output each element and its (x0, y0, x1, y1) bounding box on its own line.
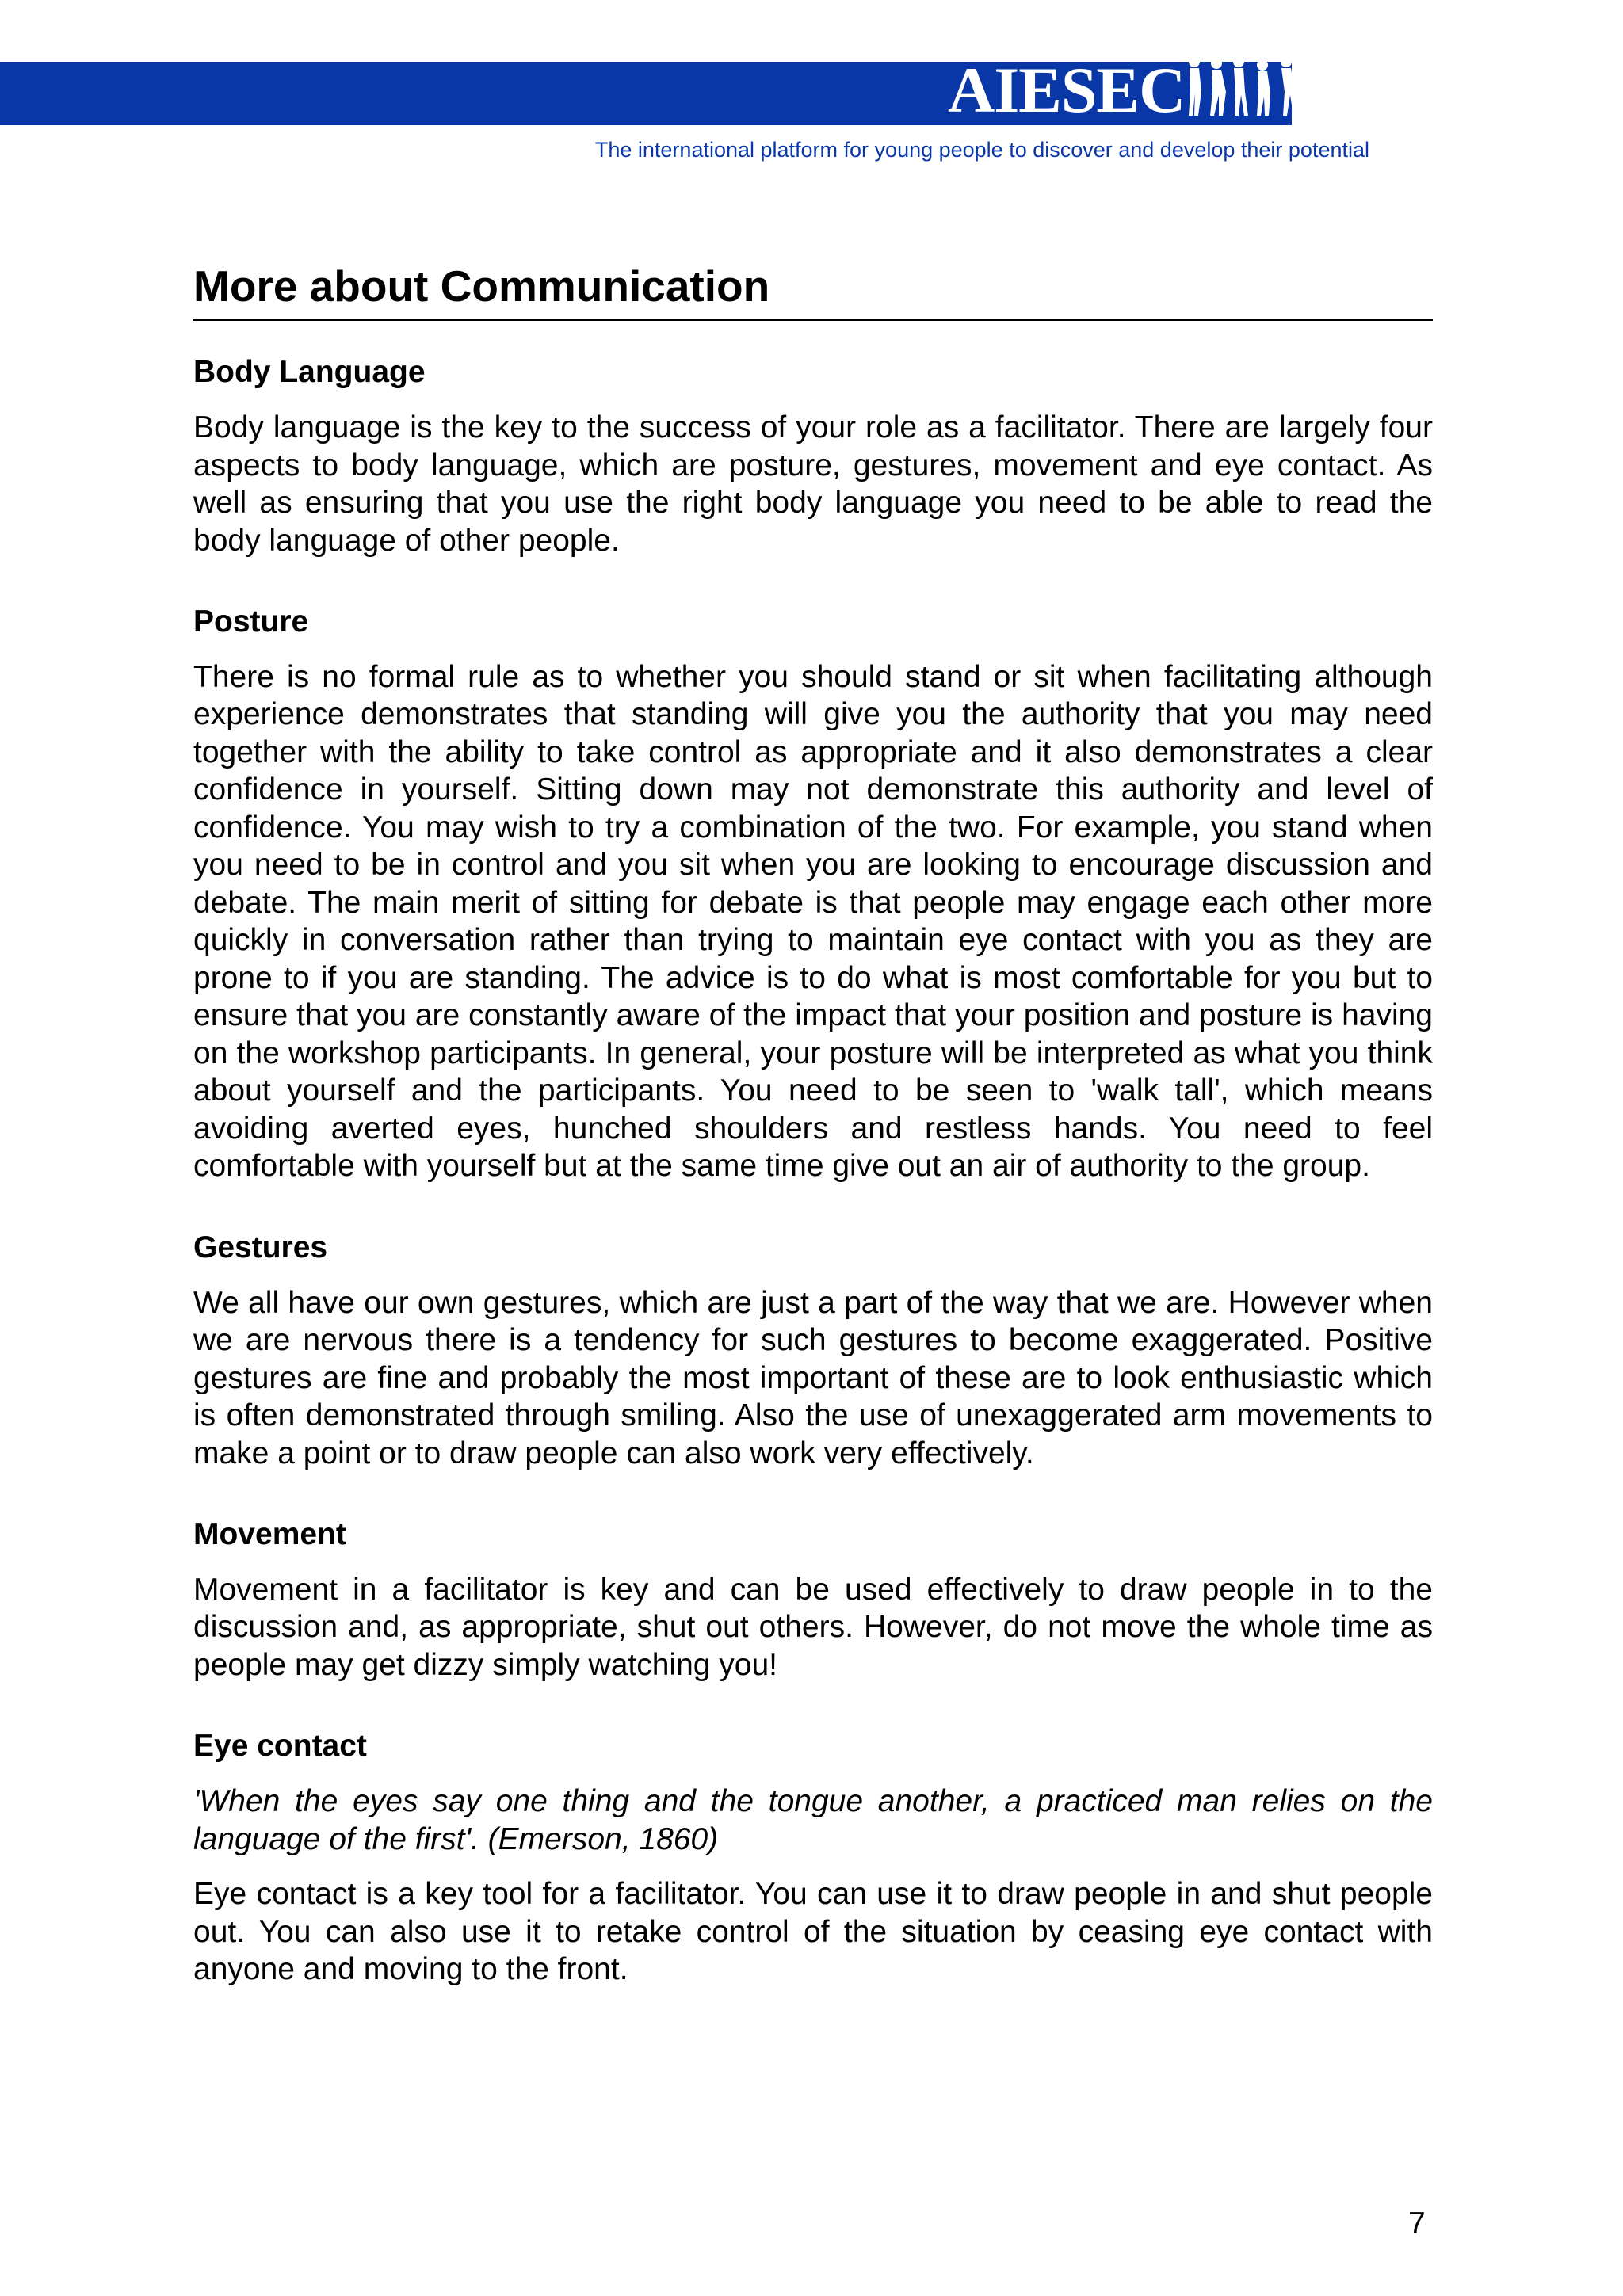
section-heading-body-language: Body Language (193, 355, 426, 390)
aiesec-logo (948, 51, 1337, 130)
section-heading-movement: Movement (193, 1517, 346, 1552)
page-number: 7 (1408, 2206, 1426, 2241)
document-body (193, 261, 1433, 1989)
gestures-paragraph: We all have our own gestures, which are just a part of the way that we are. However when we are nervous there is a tendency for such gestures to become exaggerated. Positive gestures are fine and probably the most important of these are to look enthusiastic which is often demonstrated through smiling. Also the use of unexaggerated arm movements to make a point or to draw people can also work very effectively. (193, 1285, 1433, 1470)
eye-contact-paragraph: Eye contact is a key tool for a facilitator. You can use it to draw people in and shut people out. You can also use it to retake control of the situation by ceasing eye contact with anyone and moving to the front. (193, 1877, 1433, 1987)
logo-text: AIESEC (948, 54, 1186, 126)
tagline: The international platform for young people to discover and develop their potential (594, 138, 1369, 162)
section-heading-posture: Posture (193, 605, 309, 639)
movement-paragraph: Movement in a facilitator is key and can be used effectively to draw people in to the discussion and, as appropriate, shut out others. However, do not move the whole time as people may get dizzy simply watching you! (193, 1572, 1433, 1682)
emerson-quote: 'When the eyes say one thing and the tongue another, a practiced man relies on the language of the first'. (Emerson, 1860) (193, 1784, 1433, 1856)
section-heading-gestures: Gestures (193, 1230, 328, 1264)
posture-paragraph: There is no formal rule as to whether you should stand or sit when facilitating although experience demonstrates that standing will give you the authority that you may need together with the ability to take control as appropriate and it also demonstrates a clear confidence in yourself. Sitting down may not demonstrate this authority and level of confidence. You may wish to try a combination of the two. For example, you stand when you need to be in control and you sit when you are looking to encourage discussion and debate. The main merit of sitting for debate is that people may engage each other more quickly in conversation rather than trying to maintain eye contact with you as they are prone to if you are standing. The advice is to do what is most comfortable for you but to ensure that you are constantly aware of the impact that your position and posture is having on the workshop participants. In general, your posture will be interpreted as what you think about yourself and the participants. You need to be seen to 'walk tall', which means avoiding averted eyes, hunched shoulders and restless hands. You need to feel comfortable with yourself but at the same time give out an air of authority to the group. (193, 659, 1433, 1184)
page-title: More about Communication (193, 261, 1433, 321)
people-silhouettes-icon (1186, 54, 1337, 127)
body-language-paragraph: Body language is the key to the success of your role as a facilitator. There are largely four aspects to body language, which are posture, gestures, movement and eye contact. As well as ensuring that you use the right body language you need to be able to read the body language of other people. (193, 410, 1433, 558)
section-heading-eye-contact: Eye contact (193, 1729, 367, 1764)
